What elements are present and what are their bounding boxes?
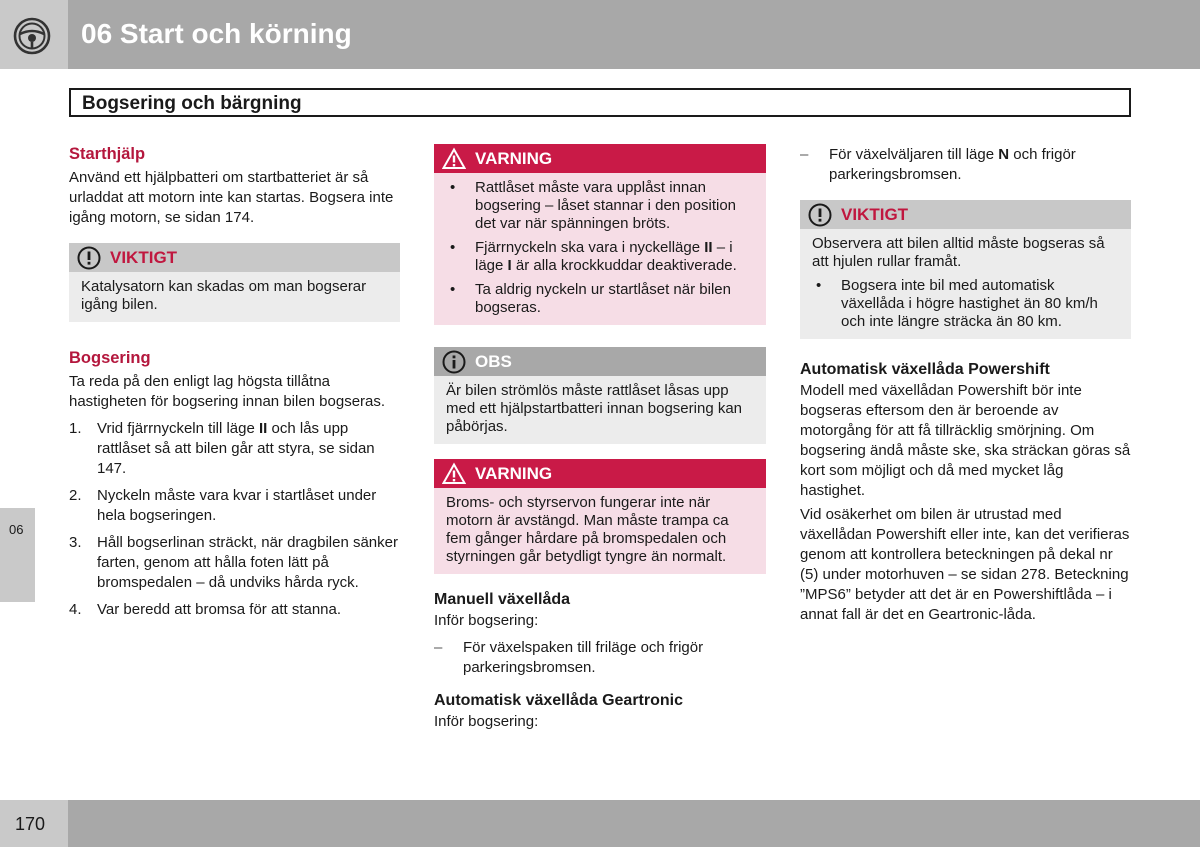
starthjalp-heading: Starthjälp — [69, 145, 146, 163]
chapter-header — [0, 0, 1200, 69]
manuell-list — [434, 638, 766, 678]
list-item: 3. Håll bogserlinan sträckt, när dragbilen sänker farten, genom att hålla foten lätt på bromspedalen – då undviks hårda ryck. — [69, 534, 398, 591]
bullet-marker: • — [450, 179, 456, 196]
varning-header — [434, 459, 766, 488]
list-item: – För växelspaken till friläge och frigör parkeringsbromsen. — [434, 639, 704, 676]
bullet-marker: • — [816, 277, 822, 294]
powershift-heading: Automatisk växellåda Powershift — [800, 361, 1050, 378]
obs-box — [434, 347, 766, 444]
list-item: • Bogsera inte bil med automatisk växellåda i högre hastighet än 80 km/h och inte längre sträcka än 80 km. — [816, 277, 1098, 330]
viktigt-box-catalyst — [69, 243, 400, 322]
list-item: 4. Var beredd att bromsa för att stanna. — [69, 601, 342, 618]
viktigt-title: VIKTIGT — [841, 205, 909, 224]
page-number: 170 — [15, 814, 46, 834]
step-number: 4. — [69, 601, 82, 618]
geartronic-list — [800, 145, 1131, 185]
dash-marker: – — [434, 639, 443, 656]
list-item: • Rattlåset måste vara upplåst innan bogsering – låset stannar i den position det var när spänningen bröts. — [450, 179, 737, 232]
viktigt-header — [69, 243, 400, 272]
varning-list — [446, 179, 754, 317]
warning-triangle-icon — [442, 462, 466, 486]
step-number: 2. — [69, 487, 82, 504]
list-item: 1. Vrid fjärrnyckeln till läge II och lås upp rattlåset så att bilen går att styra, se sidan 147. — [69, 420, 375, 477]
viktigt-text: Observera att bilen alltid måste bogseras så att hjulen rullar framåt. — [812, 235, 1105, 270]
exclamation-icon — [77, 246, 101, 270]
obs-title: OBS — [475, 352, 512, 371]
obs-body: Är bilen strömlös måste rattlåset låsas upp med ett hjälpstartbatteri innan bogsering kan påbörjas. — [434, 376, 766, 444]
varning-box-steering-lock — [434, 144, 766, 325]
page-footer — [0, 800, 1200, 847]
manuell-intro: Inför bogsering: — [434, 612, 539, 629]
varning-title: VARNING — [475, 464, 553, 483]
section-title: Bogsering och bärgning — [82, 93, 302, 114]
bogsering-heading: Bogsering — [69, 349, 151, 367]
geartronic-heading: Automatisk växellåda Geartronic — [434, 692, 683, 709]
viktigt-list — [812, 277, 1119, 331]
steering-wheel-icon — [13, 17, 51, 55]
manuell-heading: Manuell växellåda — [434, 591, 571, 608]
bullet-marker: • — [450, 239, 456, 256]
viktigt-title: VIKTIGT — [110, 248, 178, 267]
bullet-marker: • — [450, 281, 456, 298]
section-title-box — [69, 88, 1131, 117]
varning-box-servo — [434, 459, 766, 574]
bogsering-steps — [69, 419, 400, 620]
list-item: – För växelväljaren till läge N och frigör parkeringsbromsen. — [800, 146, 1076, 183]
list-item: • Ta aldrig nyckeln ur startlåset när bilen bogseras. — [450, 281, 731, 316]
chapter-side-tab — [0, 508, 35, 602]
list-item: 2. Nyckeln måste vara kvar i startlåset under hela bogseringen. — [69, 487, 377, 524]
varning-title: VARNING — [475, 149, 553, 168]
warning-triangle-icon — [442, 147, 466, 171]
dash-marker: – — [800, 146, 809, 163]
step-number: 3. — [69, 534, 82, 551]
starthjalp-text: Använd ett hjälpbatteri om startbatteriet är så urladdat att motorn inte kan startas. Bogsera inte igång motorn, se sidan 174. — [69, 169, 394, 226]
chapter-title: 06 Start och körning — [81, 18, 352, 49]
step-number: 1. — [69, 420, 82, 437]
viktigt-box-automatic — [800, 200, 1131, 339]
obs-header — [434, 347, 766, 376]
page-number-box — [0, 800, 68, 847]
geartronic-intro: Inför bogsering: — [434, 713, 539, 730]
info-icon — [442, 350, 466, 374]
exclamation-icon — [808, 203, 832, 227]
viktigt-header — [800, 200, 1131, 229]
varning-header — [434, 144, 766, 173]
side-tab-label: 06 — [9, 522, 24, 537]
viktigt-body: Katalysatorn kan skadas om man bogserar igång bilen. — [69, 272, 400, 322]
varning-body — [434, 173, 766, 325]
bogsering-intro: Ta reda på den enligt lag högsta tillåtna hastigheten för bogsering innan bilen bogseras. — [69, 373, 386, 410]
powershift-para-1: Modell med växellådan Powershift bör inte bogseras eftersom den är beroende av motorgång för att få tillräcklig smörjning. Om bogsering ändå måste ske, ska sträckan göras så kort som möjligt och då med mycket låg hastighet. — [800, 382, 1131, 499]
list-item: • Fjärrnyckeln ska vara i nyckelläge II – i läge I är alla krockkuddar deaktiverade. — [450, 239, 737, 274]
header-icon-box — [0, 0, 68, 69]
powershift-para-2: Vid osäkerhet om bilen är utrustad med växellådan Powershift eller inte, kan det verifieras genom att kontrollera beteckningen på dekal nr (5) under motorhuven – se sidan 278. Beteckning ”MPS6” betyder att det är en Powershiftlåda – i annat fall är det en Geartronic-låda. — [800, 506, 1130, 623]
varning-body: Broms- och styrservon fungerar inte när motorn är avstängd. Man måste trampa ca fem gånger hårdare på bromspedalen och styrningen går betydligt tyngre än normalt. — [434, 488, 766, 574]
viktigt-body — [800, 229, 1131, 339]
